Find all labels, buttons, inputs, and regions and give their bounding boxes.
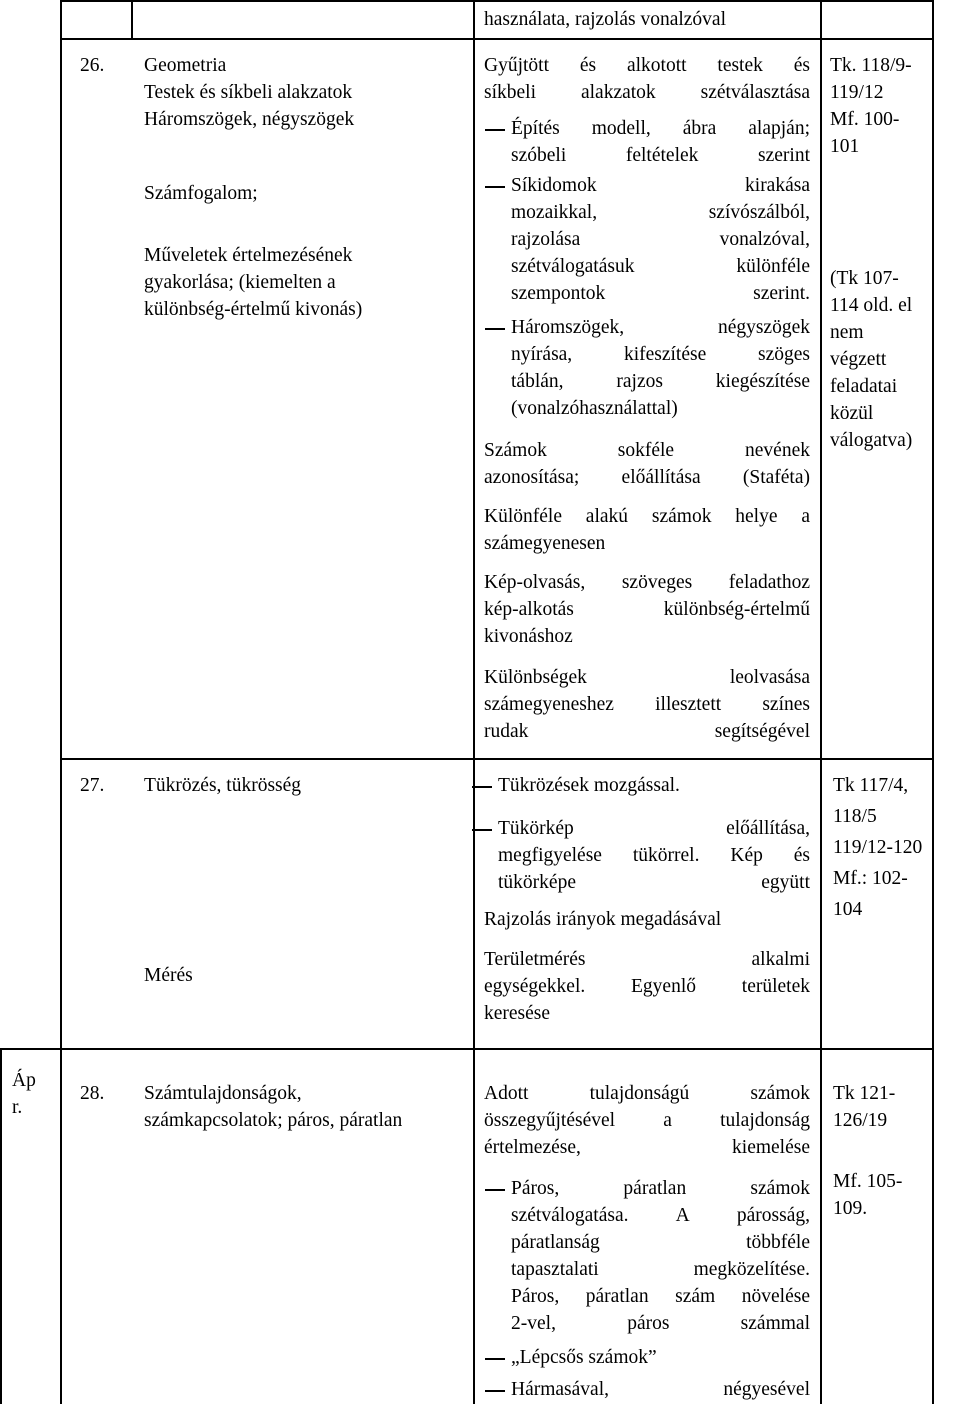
content-line: mozaikkal, szívószálból, bbox=[511, 202, 810, 223]
content-line: rajzolása vonalzóval, bbox=[511, 229, 810, 250]
table-top-border bbox=[60, 0, 933, 2]
reference-line: feladatai bbox=[830, 376, 898, 397]
row-marker bbox=[12, 1067, 56, 1121]
content-line: értelmezése, kiemelése bbox=[484, 1137, 810, 1158]
row-marker-line: Áp bbox=[12, 1070, 36, 1091]
content-line: (vonalzóhasználattal) bbox=[511, 398, 678, 419]
table-rule-3 bbox=[0, 1048, 933, 1050]
content-line: Páros, páratlan számok bbox=[511, 1178, 810, 1199]
reference bbox=[833, 1080, 931, 1134]
reference-line: 119/12 bbox=[830, 82, 884, 103]
content-bullet bbox=[511, 1376, 810, 1403]
content-line: Építés modell, ábra alapján; bbox=[511, 118, 810, 139]
lesson-topic-line: Geometria bbox=[144, 55, 227, 76]
lesson-topic-line: Háromszögek, négyszögek bbox=[144, 109, 355, 130]
lesson-topic-line: gyakorlása; (kiemelten a bbox=[144, 272, 336, 293]
reference-line: Tk 121- bbox=[833, 1083, 896, 1104]
reference-line: 101 bbox=[830, 136, 860, 157]
reference-line: Mf. 100- bbox=[830, 109, 900, 130]
content-line: azonosítása; előállítása (Staféta) bbox=[484, 467, 810, 488]
row-marker-line: r. bbox=[12, 1097, 23, 1118]
reference-line: 109. bbox=[833, 1198, 868, 1219]
table-col-2 bbox=[131, 0, 133, 38]
content-bullet bbox=[511, 172, 810, 307]
lesson-number: 26. bbox=[80, 55, 105, 76]
content-line: Hármasával, négyesével bbox=[511, 1379, 810, 1400]
content-paragraph bbox=[484, 569, 810, 650]
content-paragraph bbox=[484, 946, 810, 1027]
table-col-3 bbox=[473, 0, 475, 1404]
reference-line: Tk. 118/9- bbox=[830, 55, 912, 76]
content-bullet bbox=[511, 1344, 810, 1371]
content-intro bbox=[484, 1080, 810, 1161]
content-line: Különbségek leolvasása bbox=[484, 667, 810, 688]
reference-line: Mf.: 102- bbox=[833, 868, 908, 889]
content-line: egységekkel. Egyenlő területek bbox=[484, 976, 810, 997]
table-rule-1 bbox=[60, 38, 933, 40]
content-line: kép-alkotás különbség-értelmű bbox=[484, 599, 810, 620]
content-line: Területmérés alkalmi bbox=[484, 949, 810, 970]
content-line: szétválogatása. A párosság, bbox=[511, 1205, 810, 1226]
lesson-topic bbox=[144, 1080, 469, 1134]
content-line: kivonáshoz bbox=[484, 626, 573, 647]
content-bullet bbox=[511, 314, 810, 422]
reference bbox=[833, 772, 931, 923]
content-line: szétválogatásuk különféle bbox=[511, 256, 810, 277]
reference-line: Mf. 105- bbox=[833, 1171, 903, 1192]
lesson-topic-line: Testek és síkbeli alakzatok bbox=[144, 82, 353, 103]
content-line: Páros, páratlan szám növelése bbox=[511, 1286, 810, 1307]
content-line: Számok sokféle nevének bbox=[484, 440, 810, 461]
content-line: táblán, rajzos kiegészítése bbox=[511, 371, 810, 392]
content-line: tapasztalati megközelítése. bbox=[511, 1259, 810, 1280]
content-bullet bbox=[511, 1175, 810, 1337]
reference-line: Tk 117/4, bbox=[833, 775, 909, 796]
content-line: szempontok szerint. bbox=[511, 283, 810, 304]
content-bullet bbox=[498, 772, 810, 799]
content-line: szóbeli feltételek szerint bbox=[511, 145, 810, 166]
lesson-topic: Tükrözés, tükrösség bbox=[144, 775, 302, 796]
table-col-4 bbox=[820, 0, 822, 1404]
content-line: Tükrözések mozgással. bbox=[498, 775, 680, 796]
lesson-number: 27. bbox=[80, 775, 105, 796]
content-line: összegyűjtésével a tulajdonság bbox=[484, 1110, 810, 1131]
lesson-topic bbox=[144, 52, 464, 133]
content-line: számegyeneshez illesztett színes bbox=[484, 694, 810, 715]
content-paragraph bbox=[484, 664, 810, 745]
reference-line: végzett bbox=[830, 349, 887, 370]
lesson-topic-2: Számfogalom; bbox=[144, 183, 258, 204]
content-intro bbox=[484, 52, 810, 106]
content-line: Adott tulajdonságú számok bbox=[484, 1083, 810, 1104]
content-line: „Lépcsős számok” bbox=[511, 1347, 657, 1368]
content-line: Különféle alakú számok helye a bbox=[484, 506, 810, 527]
content-bullet bbox=[511, 115, 810, 169]
content-paragraph: Rajzolás irányok megadásával bbox=[484, 909, 722, 930]
top-cell-text: használata, rajzolás vonalzóval bbox=[484, 9, 727, 30]
lesson-number: 28. bbox=[80, 1083, 105, 1104]
content-line: Háromszögek, négyszögek bbox=[511, 317, 810, 338]
content-paragraph bbox=[484, 503, 810, 557]
content-line: 2-vel, páros számmal bbox=[511, 1313, 810, 1334]
reference-line: 126/19 bbox=[833, 1110, 888, 1131]
table-rule-2 bbox=[60, 758, 933, 760]
content-line: számegyenesen bbox=[484, 533, 606, 554]
reference-note bbox=[833, 1168, 931, 1222]
content-line: keresése bbox=[484, 1003, 551, 1024]
table-col-1b bbox=[60, 1048, 62, 1404]
reference-line: 119/12-120 bbox=[833, 837, 923, 858]
lesson-topic-3 bbox=[144, 242, 464, 323]
content-paragraph bbox=[484, 437, 810, 491]
content-line: Tükörkép előállítása, bbox=[498, 818, 810, 839]
lesson-topic-line: számkapcsolatok; páros, páratlan bbox=[144, 1110, 403, 1131]
reference-line: 114 old. el bbox=[830, 295, 913, 316]
reference bbox=[830, 52, 930, 160]
content-line: tükörképe együtt bbox=[498, 872, 810, 893]
lesson-topic-line: különbség-értelmű kivonás) bbox=[144, 299, 363, 320]
reference-note bbox=[830, 265, 932, 454]
content-line: rudak segítségével bbox=[484, 721, 810, 742]
content-line: Gyűjtött és alkotott testek és bbox=[484, 55, 810, 76]
reference-line: válogatva) bbox=[830, 430, 913, 451]
lesson-topic-2: Mérés bbox=[144, 965, 193, 986]
content-line: Kép-olvasás, szöveges feladathoz bbox=[484, 572, 810, 593]
content-line: síkbeli alakzatok szétválasztása bbox=[484, 82, 810, 103]
reference-line: 104 bbox=[833, 899, 863, 920]
reference-line: (Tk 107- bbox=[830, 268, 899, 289]
table-col-5 bbox=[932, 0, 934, 1404]
reference-line: közül bbox=[830, 403, 874, 424]
content-line: Síkidomok kirakása bbox=[511, 175, 810, 196]
reference-line: 118/5 bbox=[833, 806, 877, 827]
lesson-topic-line: Számtulajdonságok, bbox=[144, 1083, 302, 1104]
lesson-topic-line: Műveletek értelmezésének bbox=[144, 245, 353, 266]
content-line: megfigyelése tükörrel. Kép és bbox=[498, 845, 810, 866]
table-col-1 bbox=[60, 0, 62, 1048]
reference-line: nem bbox=[830, 322, 864, 343]
table-col-0 bbox=[0, 1048, 2, 1404]
content-line: nyírása, kifeszítése szöges bbox=[511, 344, 810, 365]
content-bullet bbox=[498, 815, 810, 896]
content-line: páratlanság többféle bbox=[511, 1232, 810, 1253]
